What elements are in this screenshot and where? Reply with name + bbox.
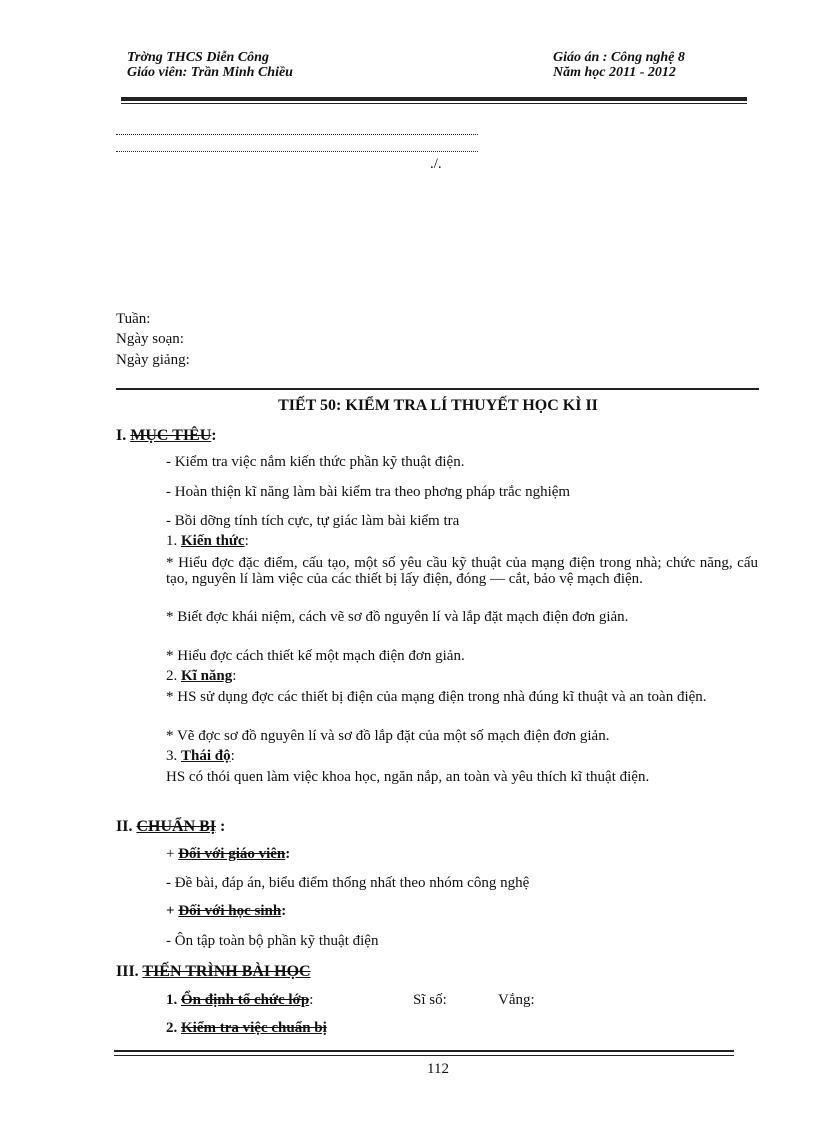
student-prep-heading: + Đối với học sinh: xyxy=(166,903,287,919)
skills-item: * HS sử dụng đợc các thiết bị điện của mạng điện trong nhà đúng kĩ thuật và an toàn điện. xyxy=(166,689,707,705)
attitude-text: HS có thói quen làm việc khoa học, ngăn nắp, an toàn và yêu thích kĩ thuật điện. xyxy=(166,769,650,785)
header-rule xyxy=(121,97,747,101)
week-label: Tuần: xyxy=(116,311,151,327)
title-rule xyxy=(116,388,759,390)
skills-item: * Vẽ đợc sơ đồ nguyên lí và sơ đồ lắp đặt của một số mạch điện đơn giản. xyxy=(166,728,610,744)
dotted-line xyxy=(116,134,478,135)
dotted-line xyxy=(116,151,478,152)
end-mark: ./. xyxy=(430,156,442,172)
class-organization: 1. Ổn định tổ chức lớp: xyxy=(166,992,314,1008)
subject-label: Giáo án : Công nghệ 8 xyxy=(553,50,685,65)
attitude-heading: 3. Thái độ: xyxy=(166,748,235,764)
section-2-heading: II. CHUẨN BỊ : xyxy=(116,818,226,835)
school-name: Trờng THCS Diễn Công xyxy=(127,50,269,65)
teacher-prep-item: - Đề bài, đáp án, biểu điểm thống nhất theo nhóm công nghệ xyxy=(166,875,530,891)
attendance-label: Sĩ số: xyxy=(413,992,447,1008)
knowledge-item: * Biết đợc khái niệm, cách vẽ sơ đồ nguyên lí và lắp đặt mạch điện đơn giản. xyxy=(166,609,629,625)
prep-date-label: Ngày soạn: xyxy=(116,331,184,347)
teacher-name: Giáo viên: Trần Minh Chiều xyxy=(127,65,293,80)
objective-item: - Hoàn thiện kĩ năng làm bài kiểm tra theo phơng pháp trắc nghiệm xyxy=(166,484,571,500)
preparation-check: 2. Kiểm tra việc chuẩn bị xyxy=(166,1020,327,1036)
header-rule-thin xyxy=(121,103,747,104)
footer-rule-thin xyxy=(114,1055,734,1056)
objective-item: - Kiểm tra việc nắm kiến thức phần kỹ thuật điện. xyxy=(166,454,465,470)
student-prep-item: - Ôn tập toàn bộ phần kỹ thuật điện xyxy=(166,933,379,949)
footer-rule xyxy=(114,1050,734,1052)
knowledge-item: * Hiểu đợc cách thiết kế một mạch điện đơn giản. xyxy=(166,648,465,664)
page-number: 112 xyxy=(427,1061,449,1077)
teacher-prep-heading: + Đối với giáo viên: xyxy=(166,846,291,862)
knowledge-heading: 1. Kiến thức: xyxy=(166,533,249,549)
section-3-heading: III. TIẾN TRÌNH BÀI HỌC xyxy=(116,963,311,980)
skills-heading: 2. Kĩ năng: xyxy=(166,668,237,684)
section-1-heading: I. MỤC TIÊU: xyxy=(116,427,217,444)
absent-label: Vắng: xyxy=(498,992,535,1008)
page-title: TIẾT 50: KIỂM TRA LÍ THUYẾT HỌC KÌ II xyxy=(278,397,598,414)
school-year: Năm học 2011 - 2012 xyxy=(553,65,676,80)
objective-item: - Bồi dỡng tính tích cực, tự giác làm bài kiểm tra xyxy=(166,513,460,529)
teach-date-label: Ngày giảng: xyxy=(116,352,190,368)
knowledge-item: * Hiểu đợc đặc điểm, cấu tạo, một số yêu cầu kỹ thuật của mạng điện trong nhà; chức năng, cấu tạo, nguyên lí làm việc của các thiết bị lấy điện, đóng — cắt, bảo vệ mạch điện. xyxy=(166,555,758,587)
